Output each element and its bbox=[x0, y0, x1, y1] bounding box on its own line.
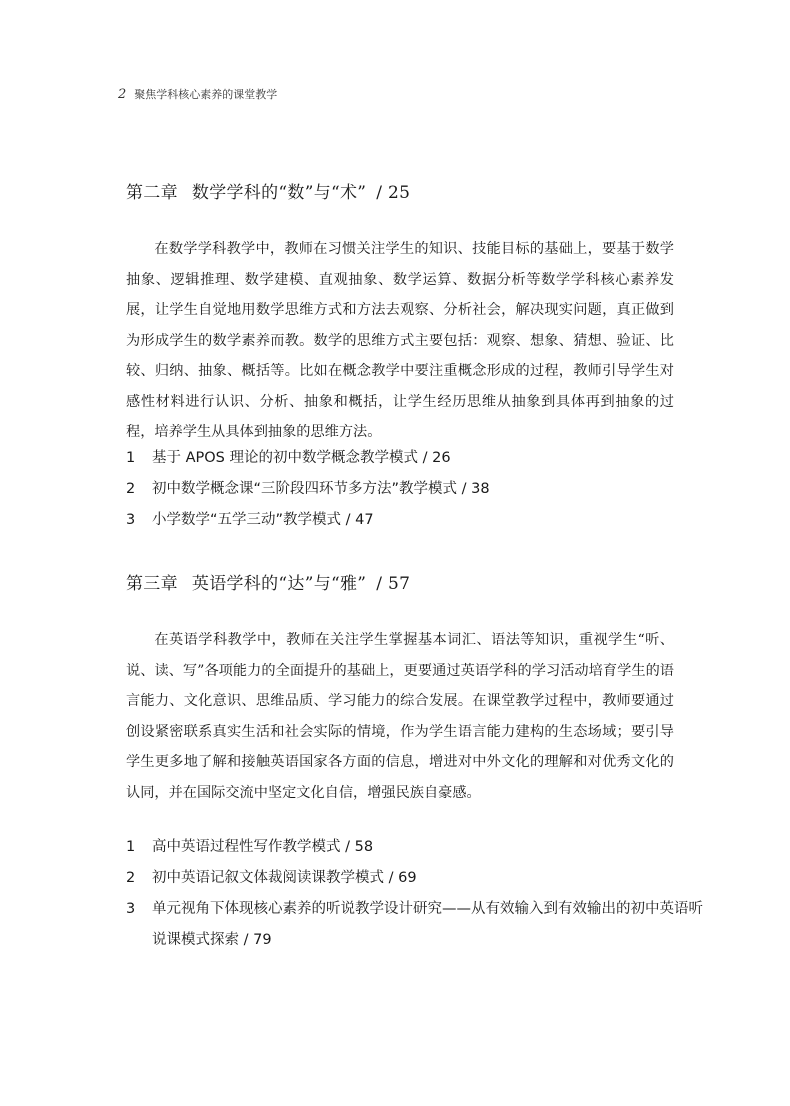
toc-entry[interactable] bbox=[126, 505, 706, 536]
chapter-page-ref: / 57 bbox=[376, 574, 411, 594]
running-header bbox=[118, 84, 277, 104]
chapter-intro-2: 在数学学科教学中，教师在习惯关注学生的知识、技能目标的基础上，要基于数学抽象、逻辑推理、数学建模、直观抽象、数学运算、数据分析等数学学科核心素养发展，让学生自觉地用数学思维方式和方法去观察、分析社会，解决现实问题，真正做到为形成学生的数学素养而教。数学的思维方式主要包括：观察、想象、猜想、验证、比较、归纳、抽象、概括等。比如在概念教学中要注重概念形成的过程，教师引导学生对感性材料进行认识、分析、抽象和概括，让学生经历思维从抽象到具体再到抽象的过程，培养学生从具体到抽象的思维方法。 bbox=[126, 241, 674, 440]
toc-entry[interactable] bbox=[126, 832, 706, 863]
section-number: 2 bbox=[126, 870, 136, 886]
section-list-3 bbox=[126, 832, 706, 956]
section-title: 单元视角下体现核心素养的听说教学设计研究——从有效输入到有效输出的初中英语听说课模式探索 / 79 bbox=[152, 901, 703, 948]
chapter-page-ref: / 25 bbox=[376, 183, 411, 203]
book-title: 聚焦学科核心素养的课堂教学 bbox=[134, 88, 278, 101]
toc-entry[interactable] bbox=[126, 894, 704, 956]
chapter-label: 第二章 bbox=[126, 183, 178, 203]
section-number: 3 bbox=[126, 512, 136, 528]
chapter-intro-3: 在英语学科教学中，教师在关注学生掌握基本词汇、语法等知识，重视学生“听、说、读、写”各项能力的全面提升的基础上，更要通过英语学科的学习活动培育学生的语言能力、文化意识、思维品质、学习能力的综合发展。在课堂教学过程中，教师要通过创设紧密联系真实生活和社会实际的情境，作为学生语言能力建构的生态场域；要引导学生更多地了解和接触英语国家各方面的信息，增进对中外文化的理解和对优秀文化的认同，并在国际交流中坚定文化自信，增强民族自豪感。 bbox=[126, 632, 674, 801]
section-title: 高中英语过程性写作教学模式 / 58 bbox=[152, 839, 374, 855]
section-number: 1 bbox=[126, 839, 136, 855]
chapter-heading-2[interactable] bbox=[126, 178, 410, 203]
toc-entry[interactable] bbox=[126, 863, 706, 894]
chapter-title: 数学学科的“数”与“术” bbox=[191, 183, 367, 203]
section-title: 初中数学概念课“三阶段四环节多方法”教学模式 / 38 bbox=[152, 481, 490, 497]
chapter-title: 英语学科的“达”与“雅” bbox=[191, 574, 367, 594]
section-number: 1 bbox=[126, 450, 136, 466]
section-title: 小学数学“五学三动”教学模式 / 47 bbox=[152, 512, 374, 528]
section-number: 3 bbox=[126, 901, 136, 917]
chapter-heading-3[interactable] bbox=[126, 569, 410, 594]
page-number: 2 bbox=[118, 86, 127, 102]
section-number: 2 bbox=[126, 481, 136, 497]
section-title: 初中英语记叙文体裁阅读课教学模式 / 69 bbox=[152, 870, 417, 886]
chapter-label: 第三章 bbox=[126, 574, 178, 594]
section-title: 基于 APOS 理论的初中数学概念教学模式 / 26 bbox=[152, 450, 451, 466]
toc-entry[interactable] bbox=[126, 474, 706, 505]
section-list-2 bbox=[126, 443, 706, 536]
toc-entry[interactable] bbox=[126, 443, 706, 474]
